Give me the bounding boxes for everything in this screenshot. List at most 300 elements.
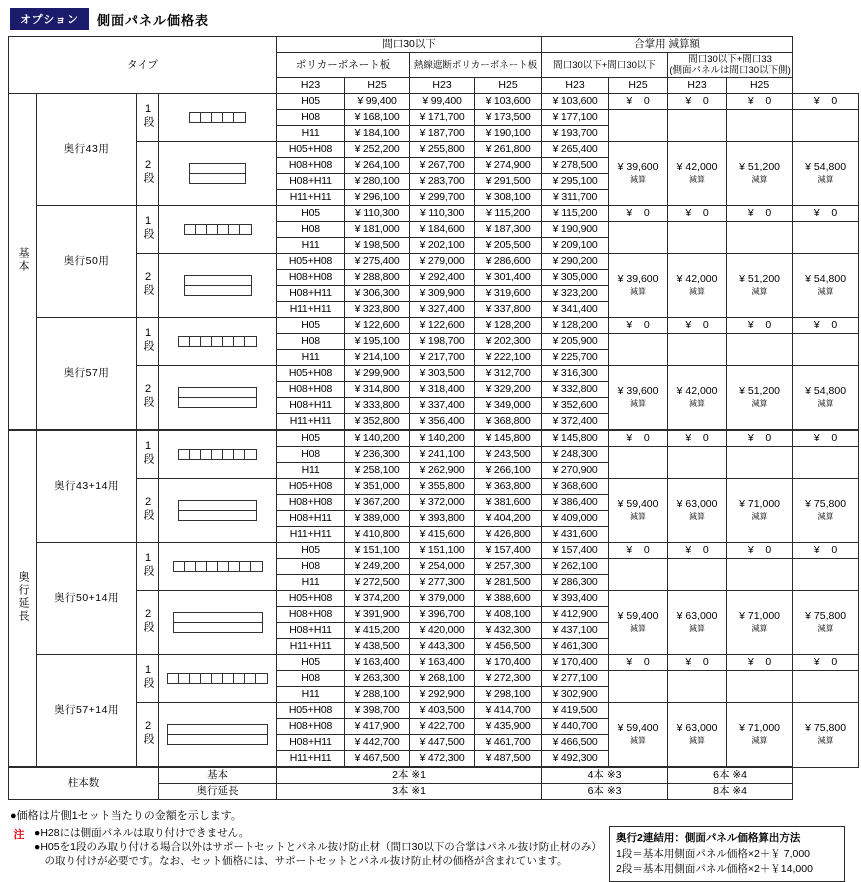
height-code: H08+H11	[277, 286, 345, 302]
price-cell: ¥ 275,400	[345, 254, 410, 270]
deduction-zero: ¥ 0	[727, 94, 793, 110]
pillar-kihon-g1: 4本 ※3	[542, 767, 668, 784]
deduction-amount: ¥ 42,000 減算	[668, 142, 727, 206]
h23-col-4: H23	[668, 78, 727, 94]
deduction-amount: ¥ 39,600 減算	[609, 254, 668, 318]
deduction-blank	[727, 671, 793, 703]
price-cell: ¥ 171,700	[410, 110, 475, 126]
deduction-amount: ¥ 39,600 減算	[609, 366, 668, 431]
deduction-blank	[609, 447, 668, 479]
deduction-blank	[727, 334, 793, 366]
dan2-icon-cell	[159, 142, 277, 206]
price-cell: ¥ 309,900	[410, 286, 475, 302]
calc-method-box	[609, 826, 845, 882]
dan2-icon-cell	[159, 703, 277, 768]
dan1-icon-cell	[159, 318, 277, 366]
price-cell: ¥ 301,400	[475, 270, 542, 286]
deduction-amount: ¥ 63,000 減算	[668, 591, 727, 655]
price-cell: ¥ 261,800	[475, 142, 542, 158]
deduction-amount: ¥ 51,200 減算	[727, 254, 793, 318]
price-cell: ¥ 456,500	[475, 639, 542, 655]
dan1-icon-cell	[159, 543, 277, 591]
price-cell: ¥ 393,400	[542, 591, 609, 607]
height-code: H08	[277, 671, 345, 687]
price-cell: ¥ 288,800	[345, 270, 410, 286]
price-cell: ¥ 409,000	[542, 511, 609, 527]
price-cell: ¥ 257,300	[475, 559, 542, 575]
sub-nessen-header: 熱線遮断ポリカーボネート板	[410, 53, 542, 78]
price-cell: ¥ 115,200	[475, 206, 542, 222]
price-cell: ¥ 349,000	[475, 398, 542, 414]
calc-box-line2: 2段＝基本用側面パネル価格×2＋￥14,000	[616, 863, 813, 875]
height-code: H11+H11	[277, 414, 345, 431]
height-code: H08	[277, 447, 345, 463]
dan1-icon-cell	[159, 94, 277, 142]
price-cell: ¥ 145,800	[475, 430, 542, 447]
dan1-icon-cell	[159, 430, 277, 479]
price-cell: ¥ 352,600	[542, 398, 609, 414]
dan2-label: 2段	[137, 142, 159, 206]
dan2-icon-cell	[159, 254, 277, 318]
price-cell: ¥ 435,900	[475, 719, 542, 735]
height-code: H08+H08	[277, 719, 345, 735]
height-code: H11	[277, 350, 345, 366]
deduction-amount: ¥ 42,000 減算	[668, 254, 727, 318]
price-cell: ¥ 323,800	[345, 302, 410, 318]
deduction-blank	[727, 447, 793, 479]
panel-icon-2dan	[159, 142, 276, 205]
height-code: H08	[277, 559, 345, 575]
price-cell: ¥ 263,300	[345, 671, 410, 687]
price-cell: ¥ 277,300	[410, 575, 475, 591]
note-2: ●H05を1段のみ取り付ける場合以外はサポートセットとパネル抜け防止材（間口30以下の合掌はパネル抜け防止材のみ）	[34, 841, 602, 853]
price-cell: ¥ 367,200	[345, 495, 410, 511]
price-cell: ¥ 140,200	[410, 430, 475, 447]
price-cell: ¥ 292,400	[410, 270, 475, 286]
price-cell: ¥ 368,800	[475, 414, 542, 431]
height-code: H08+H08	[277, 270, 345, 286]
deduction-blank	[727, 559, 793, 591]
deduction-blank	[727, 222, 793, 254]
panel-icon-2dan	[159, 254, 276, 317]
deduction-amount: ¥ 59,400 減算	[609, 703, 668, 768]
price-cell: ¥ 277,100	[542, 671, 609, 687]
price-cell: ¥ 128,200	[475, 318, 542, 334]
price-cell: ¥ 163,400	[345, 655, 410, 671]
h25-col-2: H25	[475, 78, 542, 94]
price-cell: ¥ 288,100	[345, 687, 410, 703]
deduction-amount: ¥ 71,000 減算	[727, 591, 793, 655]
dan2-icon-cell	[159, 591, 277, 655]
height-code: H08+H11	[277, 735, 345, 751]
price-cell: ¥ 202,100	[410, 238, 475, 254]
price-cell: ¥ 443,300	[410, 639, 475, 655]
price-cell: ¥ 103,600	[542, 94, 609, 110]
deduction-zero: ¥ 0	[668, 543, 727, 559]
price-cell: ¥ 122,600	[345, 318, 410, 334]
chu-badge: 注	[13, 829, 25, 841]
price-cell: ¥ 272,300	[475, 671, 542, 687]
height-code: H05	[277, 655, 345, 671]
price-cell: ¥ 329,200	[475, 382, 542, 398]
price-cell: ¥ 99,400	[345, 94, 410, 110]
price-cell: ¥ 431,600	[542, 527, 609, 543]
deduction-zero: ¥ 0	[793, 430, 859, 447]
price-cell: ¥ 306,300	[345, 286, 410, 302]
price-cell: ¥ 303,500	[410, 366, 475, 382]
price-cell: ¥ 252,200	[345, 142, 410, 158]
deduction-amount: ¥ 75,800 減算	[793, 479, 859, 543]
dan2-icon-cell	[159, 479, 277, 543]
price-cell: ¥ 461,300	[542, 639, 609, 655]
price-cell: ¥ 447,500	[410, 735, 475, 751]
price-cell: ¥ 222,100	[475, 350, 542, 366]
price-cell: ¥ 217,700	[410, 350, 475, 366]
deduction-zero: ¥ 0	[609, 94, 668, 110]
price-cell: ¥ 404,200	[475, 511, 542, 527]
deduction-amount: ¥ 42,000 減算	[668, 366, 727, 431]
deduction-blank	[609, 671, 668, 703]
price-cell: ¥ 302,900	[542, 687, 609, 703]
price-cell: ¥ 177,100	[542, 110, 609, 126]
deduction-zero: ¥ 0	[793, 655, 859, 671]
height-code: H05+H08	[277, 479, 345, 495]
price-cell: ¥ 270,900	[542, 463, 609, 479]
price-cell: ¥ 467,500	[345, 751, 410, 768]
price-cell: ¥ 267,700	[410, 158, 475, 174]
price-cell: ¥ 115,200	[542, 206, 609, 222]
price-cell: ¥ 316,300	[542, 366, 609, 382]
footer-notes	[8, 807, 853, 882]
price-cell: ¥ 292,900	[410, 687, 475, 703]
panel-icon-1dan	[159, 318, 276, 365]
page-title: 側面パネル価格表	[97, 12, 210, 28]
height-code: H08+H08	[277, 158, 345, 174]
price-cell: ¥ 419,500	[542, 703, 609, 719]
table-header-row-1	[9, 37, 859, 53]
table-row	[9, 318, 859, 334]
pillar-kihon-left: 2本 ※1	[277, 767, 542, 784]
deduction-zero: ¥ 0	[609, 655, 668, 671]
price-cell: ¥ 466,500	[542, 735, 609, 751]
dan2-label: 2段	[137, 591, 159, 655]
price-cell: ¥ 296,100	[345, 190, 410, 206]
deduction-blank	[668, 110, 727, 142]
price-cell: ¥ 422,700	[410, 719, 475, 735]
price-cell: ¥ 355,800	[410, 479, 475, 495]
price-cell: ¥ 333,800	[345, 398, 410, 414]
price-cell: ¥ 202,300	[475, 334, 542, 350]
table-row	[9, 142, 859, 158]
dan2-label: 2段	[137, 366, 159, 431]
deduction-zero: ¥ 0	[668, 206, 727, 222]
price-cell: ¥ 249,200	[345, 559, 410, 575]
deduction-blank	[668, 334, 727, 366]
sub-gassho2-line1: 間口30以下+間口33	[688, 54, 772, 65]
price-cell: ¥ 170,400	[475, 655, 542, 671]
note-3: の取り付けが必要です。なお、セット価格には、サポートセットとパネル抜け防止材の価格が含まれています。	[34, 855, 568, 867]
table-row	[9, 430, 859, 447]
deduction-zero: ¥ 0	[727, 318, 793, 334]
price-cell: ¥ 198,500	[345, 238, 410, 254]
price-cell: ¥ 414,700	[475, 703, 542, 719]
price-cell: ¥ 122,600	[410, 318, 475, 334]
height-code: H05+H08	[277, 366, 345, 382]
deduction-zero: ¥ 0	[727, 206, 793, 222]
height-code: H11	[277, 126, 345, 142]
price-cell: ¥ 298,100	[475, 687, 542, 703]
deduction-zero: ¥ 0	[793, 318, 859, 334]
deduction-zero: ¥ 0	[609, 543, 668, 559]
height-code: H05	[277, 543, 345, 559]
price-cell: ¥ 337,800	[475, 302, 542, 318]
pillar-kihon-label: 基本	[159, 767, 277, 784]
panel-icon-2dan	[159, 703, 276, 766]
price-cell: ¥ 181,000	[345, 222, 410, 238]
deduction-zero: ¥ 0	[668, 318, 727, 334]
side-panel-price-table	[8, 36, 859, 800]
table-row	[9, 254, 859, 270]
price-cell: ¥ 157,400	[475, 543, 542, 559]
height-code: H05	[277, 430, 345, 447]
price-cell: ¥ 99,400	[410, 94, 475, 110]
deduction-amount: ¥ 54,800 減算	[793, 366, 859, 431]
price-cell: ¥ 205,900	[542, 334, 609, 350]
dan1-label: 1段	[137, 655, 159, 703]
price-cell: ¥ 323,200	[542, 286, 609, 302]
deduction-amount: ¥ 71,000 減算	[727, 479, 793, 543]
price-cell: ¥ 198,700	[410, 334, 475, 350]
depth-label: 奥行50用	[37, 206, 137, 318]
panel-icon-2dan	[159, 366, 276, 429]
deduction-amount: ¥ 75,800 減算	[793, 591, 859, 655]
deduction-amount: ¥ 39,600 減算	[609, 142, 668, 206]
pillar-ext-left: 3本 ※1	[277, 784, 542, 800]
table-row	[9, 543, 859, 559]
deduction-blank	[793, 110, 859, 142]
height-code: H05	[277, 94, 345, 110]
deduction-zero: ¥ 0	[793, 94, 859, 110]
height-code: H11	[277, 238, 345, 254]
price-cell: ¥ 163,400	[410, 655, 475, 671]
dan1-label: 1段	[137, 206, 159, 254]
deduction-amount: ¥ 59,400 減算	[609, 479, 668, 543]
deduction-zero: ¥ 0	[609, 206, 668, 222]
price-cell: ¥ 352,800	[345, 414, 410, 431]
price-cell: ¥ 319,600	[475, 286, 542, 302]
deduction-zero: ¥ 0	[727, 430, 793, 447]
deduction-blank	[668, 559, 727, 591]
price-cell: ¥ 417,900	[345, 719, 410, 735]
price-cell: ¥ 283,700	[410, 174, 475, 190]
price-cell: ¥ 314,800	[345, 382, 410, 398]
price-cell: ¥ 225,700	[542, 350, 609, 366]
price-cell: ¥ 255,800	[410, 142, 475, 158]
price-cell: ¥ 110,300	[345, 206, 410, 222]
price-cell: ¥ 356,400	[410, 414, 475, 431]
depth-label: 奥行57用	[37, 318, 137, 431]
deduction-amount: ¥ 71,000 減算	[727, 703, 793, 768]
panel-icon-1dan	[159, 543, 276, 590]
sub-gassho2-line2: (側面パネルは間口30以下側)	[669, 65, 791, 76]
h23-col-1: H23	[277, 78, 345, 94]
height-code: H08	[277, 334, 345, 350]
deduction-zero: ¥ 0	[727, 655, 793, 671]
deduction-zero: ¥ 0	[668, 655, 727, 671]
pillar-ext-label: 奥行延長	[159, 784, 277, 800]
price-cell: ¥ 264,100	[345, 158, 410, 174]
height-code: H11+H11	[277, 751, 345, 768]
price-cell: ¥ 426,800	[475, 527, 542, 543]
height-code: H08+H08	[277, 607, 345, 623]
height-code: H11+H11	[277, 190, 345, 206]
calc-box-title: 奥行2連結用：側面パネル価格算出方法	[616, 832, 801, 844]
price-cell: ¥ 381,600	[475, 495, 542, 511]
price-cell: ¥ 379,000	[410, 591, 475, 607]
height-code: H11	[277, 575, 345, 591]
price-cell: ¥ 312,700	[475, 366, 542, 382]
height-code: H05+H08	[277, 254, 345, 270]
height-code: H08+H11	[277, 511, 345, 527]
price-cell: ¥ 318,400	[410, 382, 475, 398]
price-cell: ¥ 299,700	[410, 190, 475, 206]
table-row	[9, 94, 859, 110]
price-cell: ¥ 184,100	[345, 126, 410, 142]
height-code: H11+H11	[277, 302, 345, 318]
price-cell: ¥ 268,100	[410, 671, 475, 687]
dan2-label: 2段	[137, 703, 159, 768]
price-cell: ¥ 290,200	[542, 254, 609, 270]
sub-poly-header: ポリカーボネート板	[277, 53, 410, 78]
price-cell: ¥ 403,500	[410, 703, 475, 719]
sub-gassho1-header: 間口30以下+間口30以下	[542, 53, 668, 78]
deduction-blank	[793, 222, 859, 254]
price-cell: ¥ 262,100	[542, 559, 609, 575]
dan1-icon-cell	[159, 655, 277, 703]
price-cell: ¥ 265,400	[542, 142, 609, 158]
price-cell: ¥ 391,900	[345, 607, 410, 623]
price-cell: ¥ 190,100	[475, 126, 542, 142]
deduction-blank	[668, 222, 727, 254]
price-cell: ¥ 205,500	[475, 238, 542, 254]
price-cell: ¥ 393,800	[410, 511, 475, 527]
deduction-blank	[609, 222, 668, 254]
price-cell: ¥ 351,000	[345, 479, 410, 495]
price-cell: ¥ 272,500	[345, 575, 410, 591]
deduction-amount: ¥ 51,200 減算	[727, 142, 793, 206]
depth-label: 奥行43用	[37, 94, 137, 206]
price-cell: ¥ 327,400	[410, 302, 475, 318]
price-cell: ¥ 151,100	[345, 543, 410, 559]
price-cell: ¥ 173,500	[475, 110, 542, 126]
price-cell: ¥ 420,000	[410, 623, 475, 639]
deduction-blank	[793, 671, 859, 703]
price-cell: ¥ 286,300	[542, 575, 609, 591]
deduction-amount: ¥ 63,000 減算	[668, 703, 727, 768]
height-code: H05+H08	[277, 591, 345, 607]
panel-icon-1dan	[159, 431, 276, 478]
group-gassho-header: 合掌用 減算額	[542, 37, 793, 53]
dan1-label: 1段	[137, 94, 159, 142]
table-row	[9, 655, 859, 671]
depth-label: 奥行57+14用	[37, 655, 137, 768]
price-cell: ¥ 386,400	[542, 495, 609, 511]
price-cell: ¥ 415,600	[410, 527, 475, 543]
depth-label: 奥行43+14用	[37, 430, 137, 543]
group-ma30-header: 間口30以下	[277, 37, 542, 53]
price-cell: ¥ 305,000	[542, 270, 609, 286]
calc-box-line1: 1段＝基本用側面パネル価格×2＋￥ 7,000	[616, 848, 811, 860]
h23-col-2: H23	[410, 78, 475, 94]
height-code: H11+H11	[277, 527, 345, 543]
price-cell: ¥ 487,500	[475, 751, 542, 768]
price-cell: ¥ 151,100	[410, 543, 475, 559]
price-cell: ¥ 157,400	[542, 543, 609, 559]
height-code: H11	[277, 687, 345, 703]
deduction-blank	[609, 334, 668, 366]
price-cell: ¥ 437,100	[542, 623, 609, 639]
height-code: H08+H11	[277, 623, 345, 639]
price-cell: ¥ 374,200	[345, 591, 410, 607]
price-cell: ¥ 291,500	[475, 174, 542, 190]
price-cell: ¥ 254,000	[410, 559, 475, 575]
h25-col-3: H25	[609, 78, 668, 94]
deduction-blank	[668, 447, 727, 479]
dan1-label: 1段	[137, 543, 159, 591]
price-cell: ¥ 461,700	[475, 735, 542, 751]
category-okuyuki: 奥行延長	[9, 430, 37, 767]
deduction-amount: ¥ 63,000 減算	[668, 479, 727, 543]
option-badge: オプション	[10, 8, 89, 30]
price-cell: ¥ 278,500	[542, 158, 609, 174]
height-code: H05	[277, 206, 345, 222]
price-cell: ¥ 372,400	[542, 414, 609, 431]
price-cell: ¥ 332,800	[542, 382, 609, 398]
h23-col-3: H23	[542, 78, 609, 94]
deduction-blank	[793, 334, 859, 366]
price-cell: ¥ 214,100	[345, 350, 410, 366]
height-code: H05	[277, 318, 345, 334]
price-cell: ¥ 389,000	[345, 511, 410, 527]
h25-col-4: H25	[727, 78, 793, 94]
price-cell: ¥ 410,800	[345, 527, 410, 543]
dan1-label: 1段	[137, 430, 159, 479]
height-code: H08+H08	[277, 382, 345, 398]
table-row	[9, 479, 859, 495]
category-kihon: 基本	[9, 94, 37, 431]
height-code: H08+H11	[277, 174, 345, 190]
price-cell: ¥ 184,600	[410, 222, 475, 238]
deduction-amount: ¥ 51,200 減算	[727, 366, 793, 431]
pillar-label: 柱本数	[9, 767, 159, 800]
deduction-blank	[727, 110, 793, 142]
sub-gassho2-header	[668, 53, 793, 78]
price-cell: ¥ 187,700	[410, 126, 475, 142]
price-cell: ¥ 195,100	[345, 334, 410, 350]
price-cell: ¥ 103,600	[475, 94, 542, 110]
price-cell: ¥ 442,700	[345, 735, 410, 751]
price-cell: ¥ 258,100	[345, 463, 410, 479]
price-cell: ¥ 308,100	[475, 190, 542, 206]
price-cell: ¥ 415,200	[345, 623, 410, 639]
price-cell: ¥ 388,600	[475, 591, 542, 607]
price-cell: ¥ 398,700	[345, 703, 410, 719]
price-cell: ¥ 190,900	[542, 222, 609, 238]
pillar-kihon-g2: 6本 ※4	[668, 767, 793, 784]
table-row	[9, 366, 859, 382]
height-code: H08	[277, 222, 345, 238]
panel-icon-1dan	[159, 655, 276, 702]
